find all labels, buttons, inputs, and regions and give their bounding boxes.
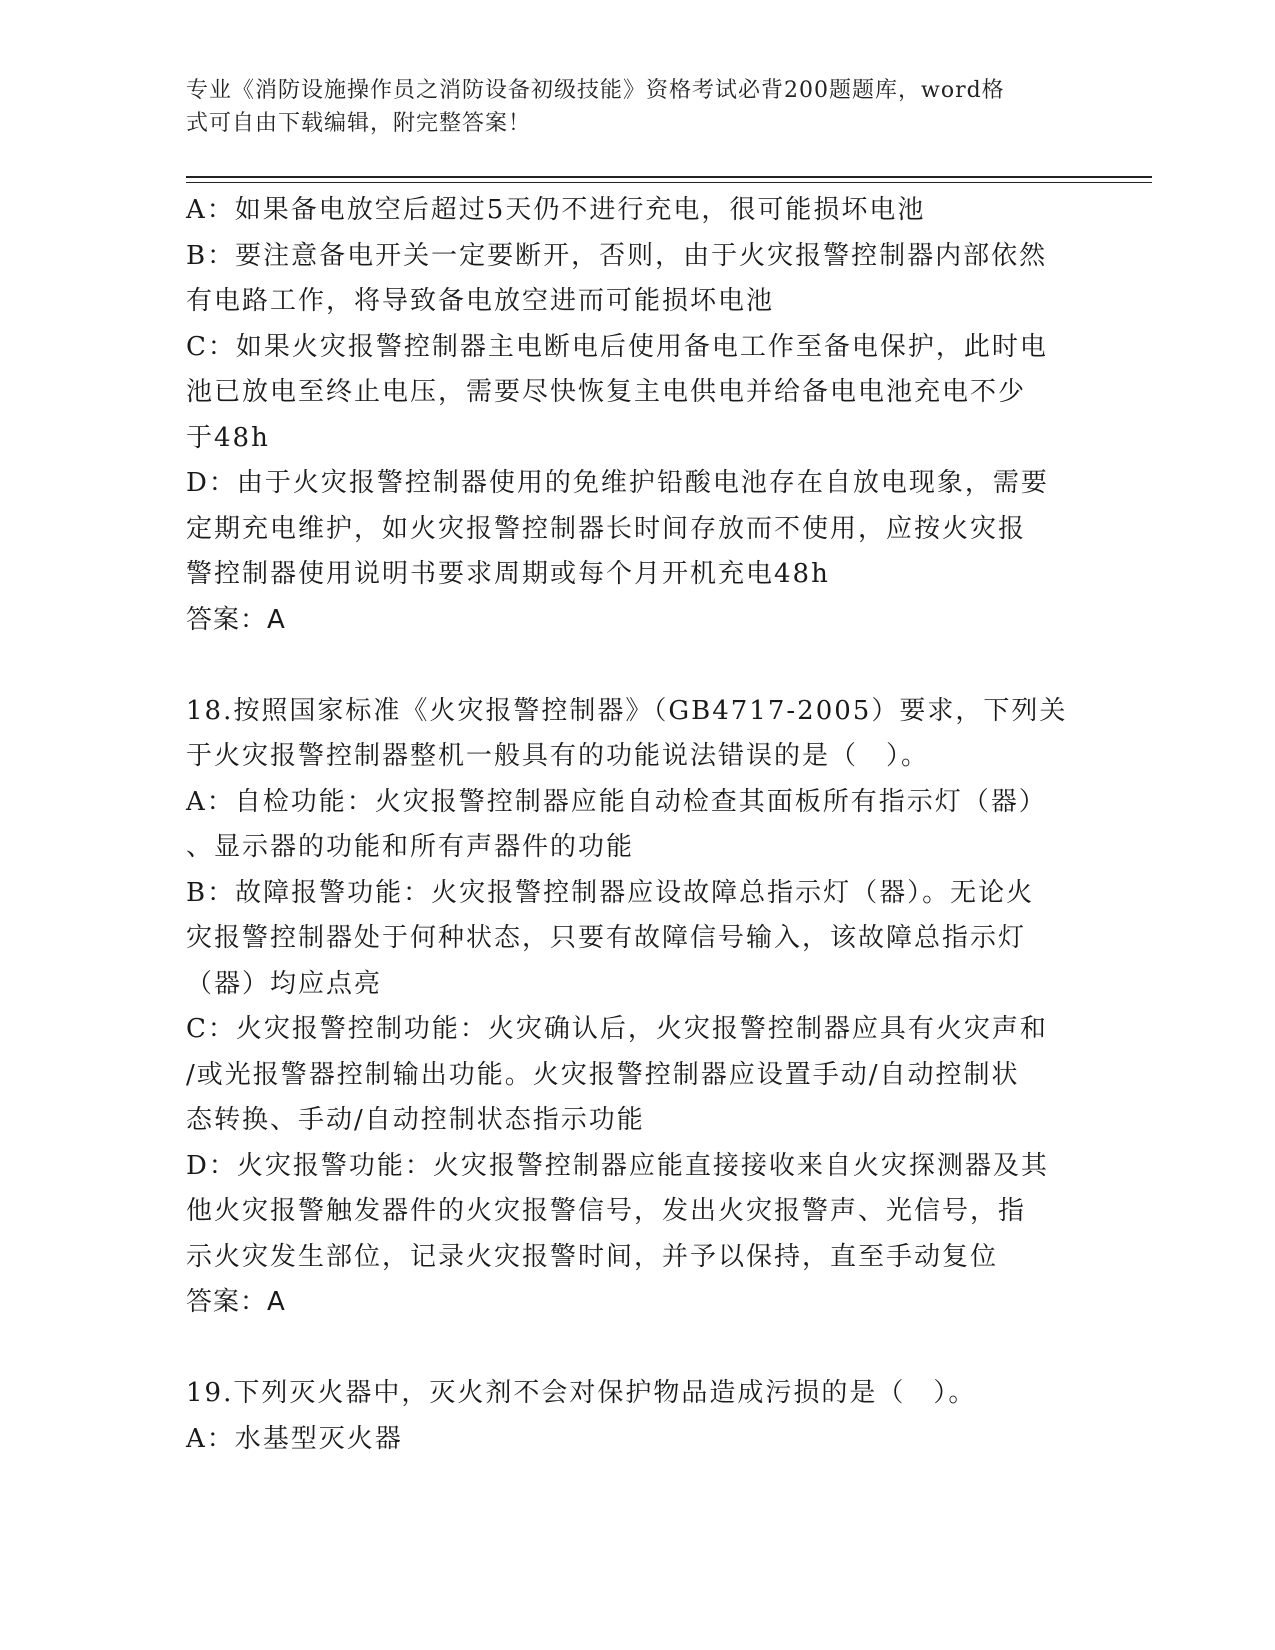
q18-answer: 答案：A bbox=[186, 1287, 286, 1317]
q18-option-d-cont-2: 示火灾发生部位，记录火灾报警时间，并予以保持，直至手动复位 bbox=[186, 1241, 999, 1272]
q18-stem: 18.按照国家标准《火灾报警控制器》（GB4717-2005）要求，下列关 bbox=[186, 695, 1068, 726]
q17-option-b: B：要注意备电开关一定要断开，否则，由于火灾报警控制器内部依然 bbox=[186, 240, 1048, 271]
q17-answer: 答案：A bbox=[186, 604, 286, 635]
q17-option-d-cont-1: 定期充电维护，如火灾报警控制器长时间存放而不使用，应按火灾报 bbox=[186, 513, 1027, 544]
q18-option-a: A：自检功能：火灾报警控制器应能自动检查其面板所有指示灯（器） bbox=[186, 786, 1047, 817]
question-17-block bbox=[186, 188, 1086, 643]
q19-stem: 19.下列灭火器中，灭火剂不会对保护物品造成污损的是（ ）。 bbox=[186, 1378, 977, 1408]
header-line-1: 专业《消防设施操作员之消防设备初级技能》资格考试必背200题题库，word格 bbox=[186, 78, 1005, 103]
q17-option-c: C：如果火灾报警控制器主电断电后使用备电工作至备电保护，此时电 bbox=[186, 331, 1048, 362]
q18-option-b: B：故障报警功能：火灾报警控制器应设故障总指示灯（器）。无论火 bbox=[186, 877, 1035, 908]
question-content bbox=[186, 188, 1086, 1462]
question-19-block bbox=[186, 1371, 1086, 1462]
q17-option-a: A：如果备电放空后超过5天仍不进行充电，很可能损坏电池 bbox=[186, 195, 926, 225]
q18-option-d: D：火灾报警功能：火灾报警控制器应能直接接收来自火灾探测器及其 bbox=[186, 1150, 1049, 1181]
q17-option-c-cont-1: 池已放电至终止电压，需要尽快恢复主电供电并给备电电池充电不少 bbox=[186, 377, 1027, 407]
q18-option-b-cont-1: 灾报警控制器处于何种状态，只要有故障信号输入，该故障总指示灯 bbox=[186, 923, 1027, 953]
q18-option-c: C：火灾报警控制功能：火灾确认后，火灾报警控制器应具有火灾声和 bbox=[186, 1014, 1048, 1044]
header-divider-thin bbox=[186, 182, 1152, 183]
spacer bbox=[186, 643, 1086, 689]
q18-option-b-cont-2: （器）均应点亮 bbox=[186, 968, 383, 999]
spacer bbox=[186, 1326, 1086, 1372]
q18-option-c-cont-2: 态转换、手动/自动控制状态指示功能 bbox=[186, 1105, 645, 1135]
question-18-block bbox=[186, 689, 1086, 1326]
q18-option-c-cont-1: /或光报警器控制输出功能。火灾报警控制器应设置手动/自动控制状 bbox=[186, 1059, 1020, 1090]
q19-option-a: A：水基型灭火器 bbox=[186, 1423, 403, 1454]
q17-option-b-cont: 有电路工作，将导致备电放空进而可能损坏电池 bbox=[186, 286, 775, 316]
q18-option-a-cont: 、显示器的功能和所有声器件的功能 bbox=[186, 832, 635, 862]
q18-stem-cont: 于火灾报警控制器整机一般具有的功能说法错误的是（ ）。 bbox=[186, 741, 930, 771]
q17-option-d: D：由于火灾报警控制器使用的免维护铅酸电池存在自放电现象，需要 bbox=[186, 468, 1049, 498]
q17-option-c-cont-2: 于48h bbox=[186, 422, 270, 453]
q18-option-d-cont-1: 他火灾报警触发器件的火灾报警信号，发出火灾报警声、光信号，指 bbox=[186, 1196, 1027, 1226]
q17-option-d-cont-2: 警控制器使用说明书要求周期或每个月开机充电48h bbox=[186, 559, 830, 589]
header-divider-thick bbox=[186, 176, 1152, 178]
page-header bbox=[186, 74, 1066, 140]
header-line-2: 式可自由下载编辑，附完整答案！ bbox=[186, 111, 532, 136]
